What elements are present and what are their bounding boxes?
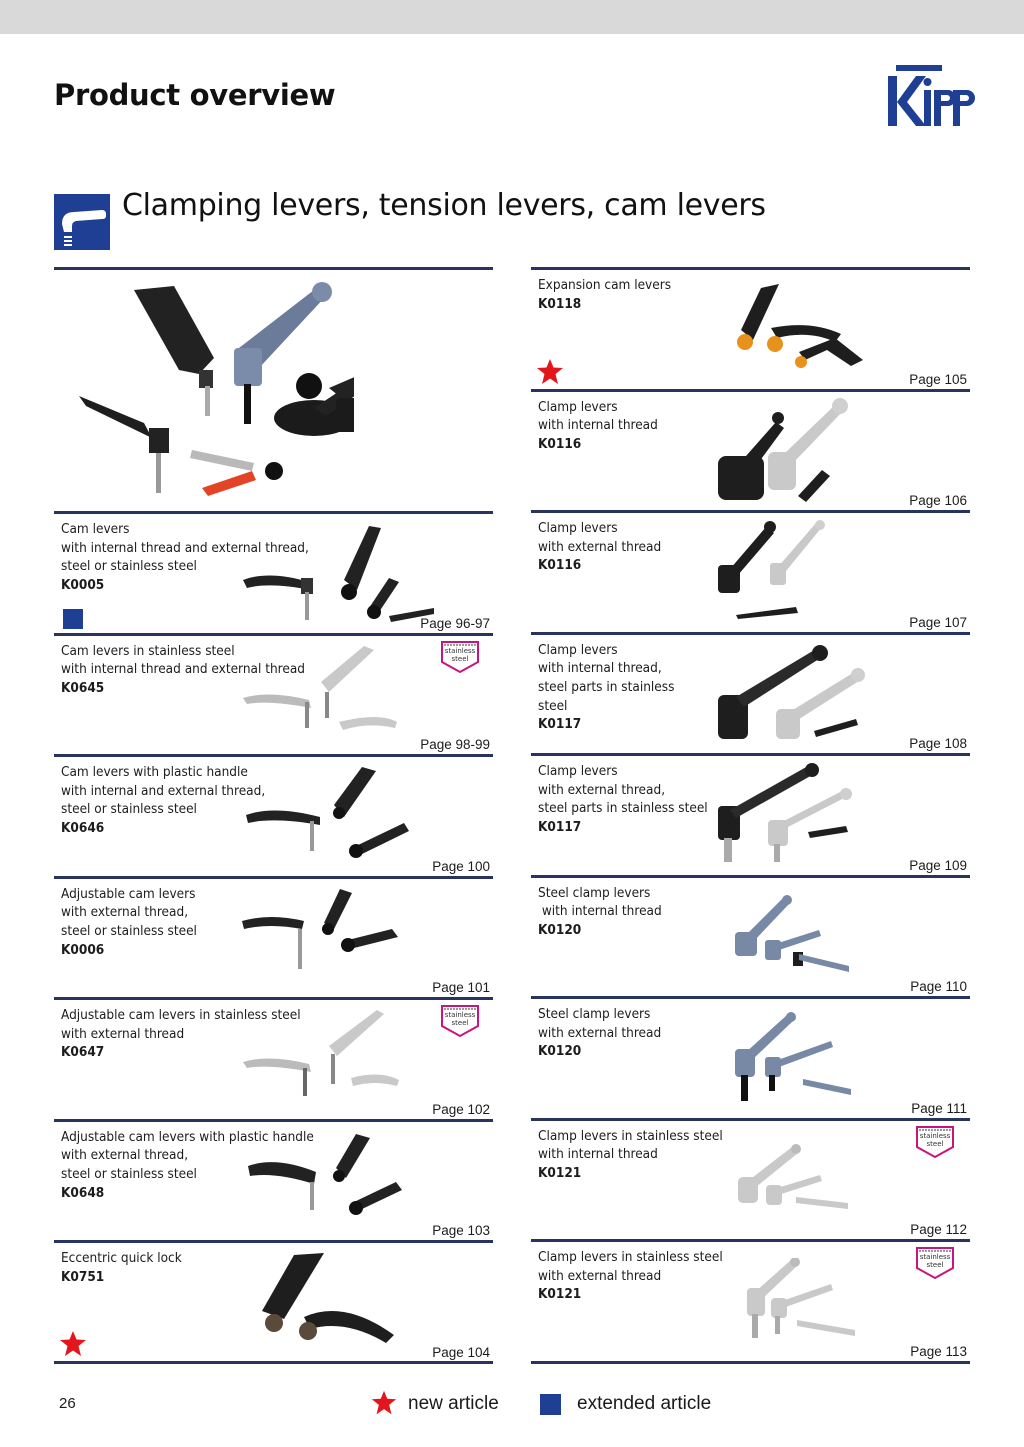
product-desc-line: steel xyxy=(538,697,568,714)
product-image xyxy=(731,1009,861,1109)
product-desc-line: Clamp levers xyxy=(538,520,618,536)
page-reference: Page 109 xyxy=(909,857,967,873)
product-image xyxy=(244,765,414,865)
stainless-steel-label: steel xyxy=(926,1261,944,1269)
stainless-steel-label: steel xyxy=(451,1019,469,1027)
stainless-steel-label: stainless xyxy=(919,1131,951,1140)
product-entry-k0120-external[interactable] xyxy=(531,996,970,1118)
product-code: K0006 xyxy=(61,941,105,958)
page-reference: Page 103 xyxy=(432,1223,490,1238)
product-image xyxy=(745,1258,865,1348)
page-reference: Page 100 xyxy=(432,858,490,874)
product-desc-line: with external thread, xyxy=(61,1147,189,1164)
product-code: K0120 xyxy=(538,1043,582,1060)
page-reference: Page 113 xyxy=(910,1343,967,1359)
product-image xyxy=(254,1249,404,1349)
legend-new-label: new article xyxy=(408,1393,499,1414)
product-code: K0120 xyxy=(538,921,582,938)
legend-extended-label: extended article xyxy=(577,1393,712,1414)
extended-article-icon xyxy=(540,1394,561,1415)
left-bottom-rule xyxy=(54,1361,493,1364)
product-desc-line: Clamp levers xyxy=(538,763,618,779)
product-desc-line: Clamp levers xyxy=(538,641,618,658)
product-entry-k0751[interactable] xyxy=(54,1240,493,1362)
product-entry-k0645[interactable] xyxy=(54,633,493,755)
product-code: K0116 xyxy=(538,557,582,574)
product-image xyxy=(716,519,836,629)
section-title: Clamping levers, tension levers, cam levers xyxy=(122,188,766,223)
stainless-steel-icon xyxy=(440,1004,480,1038)
product-desc-line: Adjustable cam levers in stainless steel xyxy=(61,1007,301,1023)
product-code: K0646 xyxy=(61,820,105,837)
page-reference: Page 104 xyxy=(432,1344,490,1360)
product-entry-k0006[interactable] xyxy=(54,876,493,998)
product-image xyxy=(239,642,439,742)
page-number: 26 xyxy=(59,1395,76,1412)
product-desc-line: Expansion cam levers xyxy=(538,277,672,293)
product-code: K0751 xyxy=(61,1268,105,1285)
page-reference: Page 112 xyxy=(910,1222,967,1237)
product-code: K0005 xyxy=(61,577,105,594)
product-desc-line: Cam levers with plastic handle xyxy=(61,764,248,780)
new-article-icon xyxy=(58,1329,88,1359)
product-desc-line: Cam levers xyxy=(61,521,130,537)
stainless-steel-icon xyxy=(440,640,480,674)
product-entry-k0646[interactable] xyxy=(54,754,493,876)
page-reference: Page 108 xyxy=(909,736,967,751)
product-code: K0647 xyxy=(61,1044,105,1061)
product-desc-line: Clamp levers xyxy=(538,398,618,415)
product-image xyxy=(716,641,876,751)
product-desc-line: Adjustable cam levers with plastic handle xyxy=(61,1128,314,1145)
product-code: K0121 xyxy=(538,1286,582,1303)
stainless-steel-icon xyxy=(915,1125,955,1159)
product-entry-k0117-external[interactable] xyxy=(531,753,970,875)
page-reference: Page 107 xyxy=(909,614,967,630)
product-image xyxy=(716,762,866,872)
page-reference: Page 102 xyxy=(432,1101,490,1117)
product-desc-line: with internal thread and external thread, xyxy=(61,539,309,556)
product-entry-k0116-external[interactable] xyxy=(531,510,970,632)
hero-product-image xyxy=(54,267,493,511)
product-image xyxy=(246,1132,416,1232)
page-reference: Page 110 xyxy=(910,979,967,994)
stainless-steel-label: steel xyxy=(926,1139,944,1148)
product-desc-line: with external thread xyxy=(538,538,662,555)
product-desc-line: with internal and external thread, xyxy=(61,782,266,799)
stainless-steel-icon xyxy=(915,1246,955,1280)
product-code: K0116 xyxy=(538,435,582,452)
stainless-steel-label: stainless xyxy=(444,1011,476,1019)
product-desc-line: Steel clamp levers xyxy=(538,1006,651,1022)
new-article-icon xyxy=(370,1389,398,1417)
stainless-steel-label: steel xyxy=(451,654,469,663)
product-desc-line: steel or stainless steel xyxy=(61,558,197,575)
product-desc-line: Steel clamp levers xyxy=(538,884,651,901)
top-bar xyxy=(0,0,1024,34)
product-code: K0121 xyxy=(538,1164,582,1181)
extended-article-icon xyxy=(63,609,83,629)
product-desc-line: with internal thread xyxy=(538,1146,658,1163)
product-entry-k0121-external[interactable] xyxy=(531,1239,970,1361)
stainless-steel-label: stainless xyxy=(919,1253,951,1261)
product-code: K0117 xyxy=(538,716,582,733)
product-desc-line: with internal thread and external thread xyxy=(61,661,305,678)
product-entry-k0118[interactable] xyxy=(531,267,970,389)
product-entry-k0116-internal[interactable] xyxy=(531,389,970,511)
product-desc-line: Eccentric quick lock xyxy=(61,1250,182,1266)
product-desc-line: Clamp levers in stainless steel xyxy=(538,1127,723,1144)
page-title: Product overview xyxy=(54,78,336,112)
product-desc-line: Adjustable cam levers xyxy=(61,885,196,902)
product-desc-line: Cam levers in stainless steel xyxy=(61,642,235,659)
page-reference: Page 96-97 xyxy=(420,615,490,631)
product-code: K0117 xyxy=(538,819,582,836)
page-reference: Page 105 xyxy=(909,371,967,387)
right-column xyxy=(531,267,970,1361)
page-reference: Page 111 xyxy=(911,1100,967,1116)
product-desc-line: Clamp levers in stainless steel xyxy=(538,1249,723,1265)
product-image xyxy=(240,885,410,975)
product-image xyxy=(716,396,856,506)
product-desc-line: with internal thread xyxy=(538,417,658,434)
product-desc-line: with external thread xyxy=(61,1025,185,1042)
product-desc-line: steel or stainless steel xyxy=(61,801,197,818)
product-entry-k0120-internal[interactable] xyxy=(531,875,970,997)
product-image xyxy=(239,1006,439,1106)
product-desc-line: with external thread xyxy=(538,1267,662,1284)
product-entry-k0121-internal[interactable] xyxy=(531,1118,970,1240)
product-desc-line: with external thread, xyxy=(538,781,666,798)
lever-group-image xyxy=(74,278,354,508)
kipp-logo xyxy=(886,62,980,132)
product-entry-k0648[interactable] xyxy=(54,1119,493,1241)
new-article-icon xyxy=(535,357,565,387)
lever-category-icon xyxy=(54,194,110,250)
product-desc-line: with internal thread, xyxy=(538,660,662,677)
product-code: K0648 xyxy=(61,1184,105,1201)
right-bottom-rule xyxy=(531,1361,970,1364)
page-reference: Page 98-99 xyxy=(420,737,490,752)
product-image xyxy=(731,892,861,982)
product-image xyxy=(731,280,881,375)
stainless-steel-label: stainless xyxy=(444,646,476,655)
left-column xyxy=(54,267,493,1362)
product-desc-line: steel or stainless steel xyxy=(61,1165,197,1182)
product-entry-k0647[interactable] xyxy=(54,997,493,1119)
footer xyxy=(0,1385,1024,1425)
product-desc-line: steel parts in stainless xyxy=(538,678,675,695)
product-desc-line: with external thread, xyxy=(61,904,189,921)
product-desc-line: with external thread xyxy=(538,1024,662,1041)
product-code: K0645 xyxy=(61,679,105,696)
product-code: K0118 xyxy=(538,295,582,312)
product-desc-line: steel parts in stainless steel xyxy=(538,800,708,817)
page-reference: Page 106 xyxy=(909,493,967,508)
product-entry-k0005[interactable] xyxy=(54,511,493,633)
product-desc-line: steel or stainless steel xyxy=(61,922,197,939)
product-desc-line: with internal thread xyxy=(538,903,662,920)
product-entry-k0117-internal[interactable] xyxy=(531,632,970,754)
product-image xyxy=(239,520,439,630)
page-reference: Page 101 xyxy=(432,980,490,995)
product-image xyxy=(736,1141,856,1221)
